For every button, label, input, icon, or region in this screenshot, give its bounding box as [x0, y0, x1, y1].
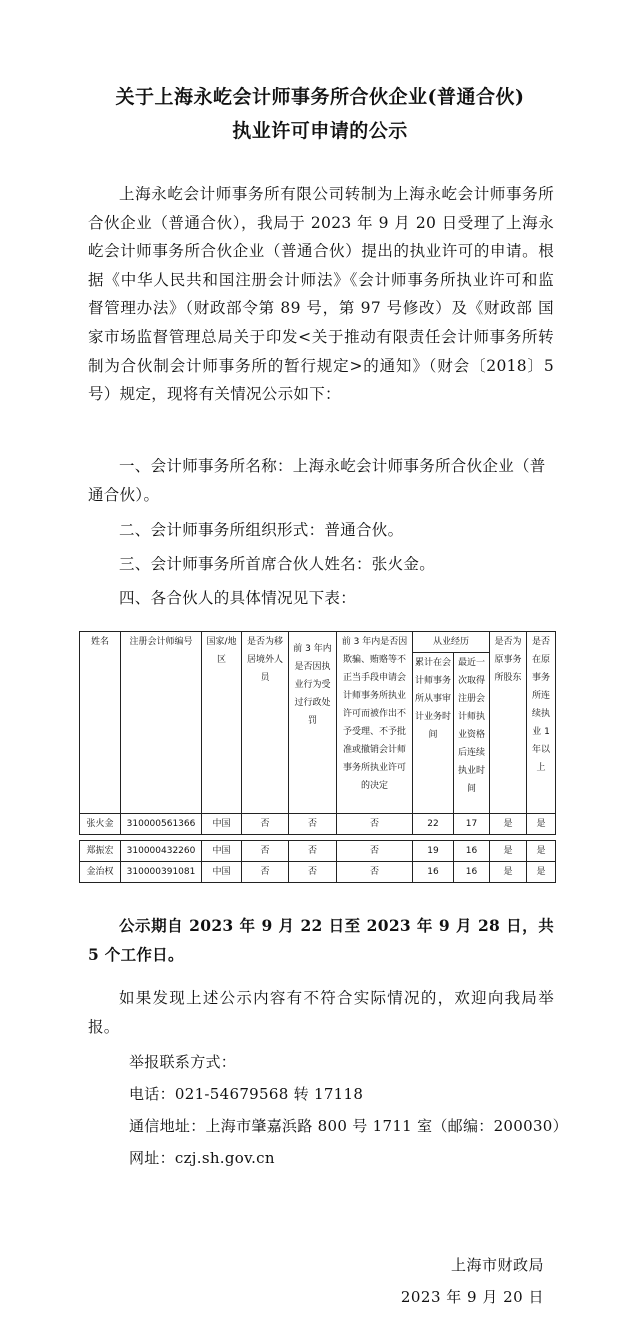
cell-exp-recent: 17: [454, 814, 490, 835]
header-cpa-no: 注册会计师编号: [121, 632, 202, 814]
cell-fraud: 否: [337, 814, 413, 835]
cell-shareholder: 是: [490, 814, 527, 835]
cell-exp-total: 16: [413, 862, 454, 883]
cell-penalty: 否: [289, 814, 337, 835]
cell-exp-total: 22: [413, 814, 454, 835]
header-name: 姓名: [80, 632, 121, 814]
signature-org: 上海市财政局: [450, 1256, 544, 1274]
cell-cpa-no: 310000432260: [121, 841, 202, 862]
header-exp-total: 累计在会计师事务所从事审计业务时间: [413, 653, 454, 814]
item-chief-partner: 三、会计师事务所首席合伙人姓名：张火金。: [119, 555, 436, 573]
cell-exp-recent: 16: [454, 862, 490, 883]
cell-country: 中国: [202, 814, 242, 835]
table-row: [80, 814, 556, 835]
contact-address: 通信地址：上海市肇嘉浜路 800 号 1711 室（邮编：200030）: [129, 1117, 568, 1135]
contact-phone: 电话：021-54679568 转 17118: [129, 1085, 364, 1103]
contact-heading: 举报联系方式：: [129, 1053, 237, 1071]
cell-name: 张火金: [80, 814, 121, 835]
item-partners-table-intro: 四、各合伙人的具体情况见下表：: [119, 589, 357, 607]
cell-continuous: 是: [527, 814, 556, 835]
contact-website: 网址：czj.sh.gov.cn: [129, 1149, 275, 1167]
table-row: [80, 841, 556, 862]
cell-penalty: 否: [289, 841, 337, 862]
cell-fraud: 否: [337, 862, 413, 883]
cell-exp-total: 19: [413, 841, 454, 862]
table-row: [80, 862, 556, 883]
header-fraud: 前 3 年内是否因欺骗、贿赂等不正当手段申请会计师事务所执业许可而被作出不予受理、不予批准或撤销会计师事务所执业许可的决定: [337, 632, 413, 814]
cell-migrated: 否: [242, 814, 289, 835]
cell-shareholder: 是: [490, 841, 527, 862]
cell-country: 中国: [202, 841, 242, 862]
partners-table: [79, 631, 556, 835]
signature-date: 2023 年 9 月 20 日: [400, 1288, 544, 1306]
notice-report: 如果发现上述公示内容有不符合实际情况的，欢迎向我局举报。: [88, 989, 554, 1036]
table-header-row: [80, 632, 556, 653]
cell-name: 金治权: [80, 862, 121, 883]
cell-fraud: 否: [337, 841, 413, 862]
header-exp-recent: 最近一次取得注册会计师执业资格后连续执业时间: [454, 653, 490, 814]
cell-cpa-no: 310000561366: [121, 814, 202, 835]
header-penalty: 前 3 年内是否因执业行为受过行政处罚: [289, 632, 337, 814]
item-firm-name: 一、会计师事务所名称：上海永屹会计师事务所合伙企业（普通合伙）。: [88, 457, 546, 504]
header-experience: 从业经历: [413, 632, 490, 653]
cell-migrated: 否: [242, 862, 289, 883]
cell-continuous: 是: [527, 841, 556, 862]
partners-table-continued: [79, 840, 556, 883]
document-title-line1: 关于上海永屹会计师事务所合伙企业(普通合伙): [115, 86, 525, 108]
header-continuous: 是否在原事务所连续执业 1 年以上: [527, 632, 556, 814]
item-org-form: 二、会计师事务所组织形式：普通合伙。: [119, 521, 404, 539]
intro-paragraph: 上海永屹会计师事务所有限公司转制为上海永屹会计师事务所合伙企业（普通合伙），我局于 2023 年 9 月 20 日受理了上海永屹会计师事务所合伙企业（普通合伙）提出的执业许可的申请。根据《中华人民共和国注册会计师法》《会计师事务所执业许可和监督管理办法》（财政部令第 89 号，第 97 号修改）及《财政部 国家市场监督管理总局关于印发<关于推动有限责任会计师事务所转制为合伙制会计师事务所的暂行规定>的通知》（财会〔2018〕5 号）规定，现将有关情况公示如下：: [88, 185, 554, 404]
notice-period: 公示期自 2023 年 9 月 22 日至 2023 年 9 月 28 日，共 5 个工作日。: [88, 916, 554, 964]
header-country: 国家/地区: [202, 632, 242, 814]
cell-penalty: 否: [289, 862, 337, 883]
cell-exp-recent: 16: [454, 841, 490, 862]
cell-continuous: 是: [527, 862, 556, 883]
cell-migrated: 否: [242, 841, 289, 862]
header-shareholder: 是否为原事务所股东: [490, 632, 527, 814]
cell-cpa-no: 310000391081: [121, 862, 202, 883]
cell-country: 中国: [202, 862, 242, 883]
cell-name: 郑振宏: [80, 841, 121, 862]
cell-shareholder: 是: [490, 862, 527, 883]
document-title-line2: 执业许可申请的公示: [232, 120, 408, 142]
header-migrated: 是否为移居境外人员: [242, 632, 289, 814]
